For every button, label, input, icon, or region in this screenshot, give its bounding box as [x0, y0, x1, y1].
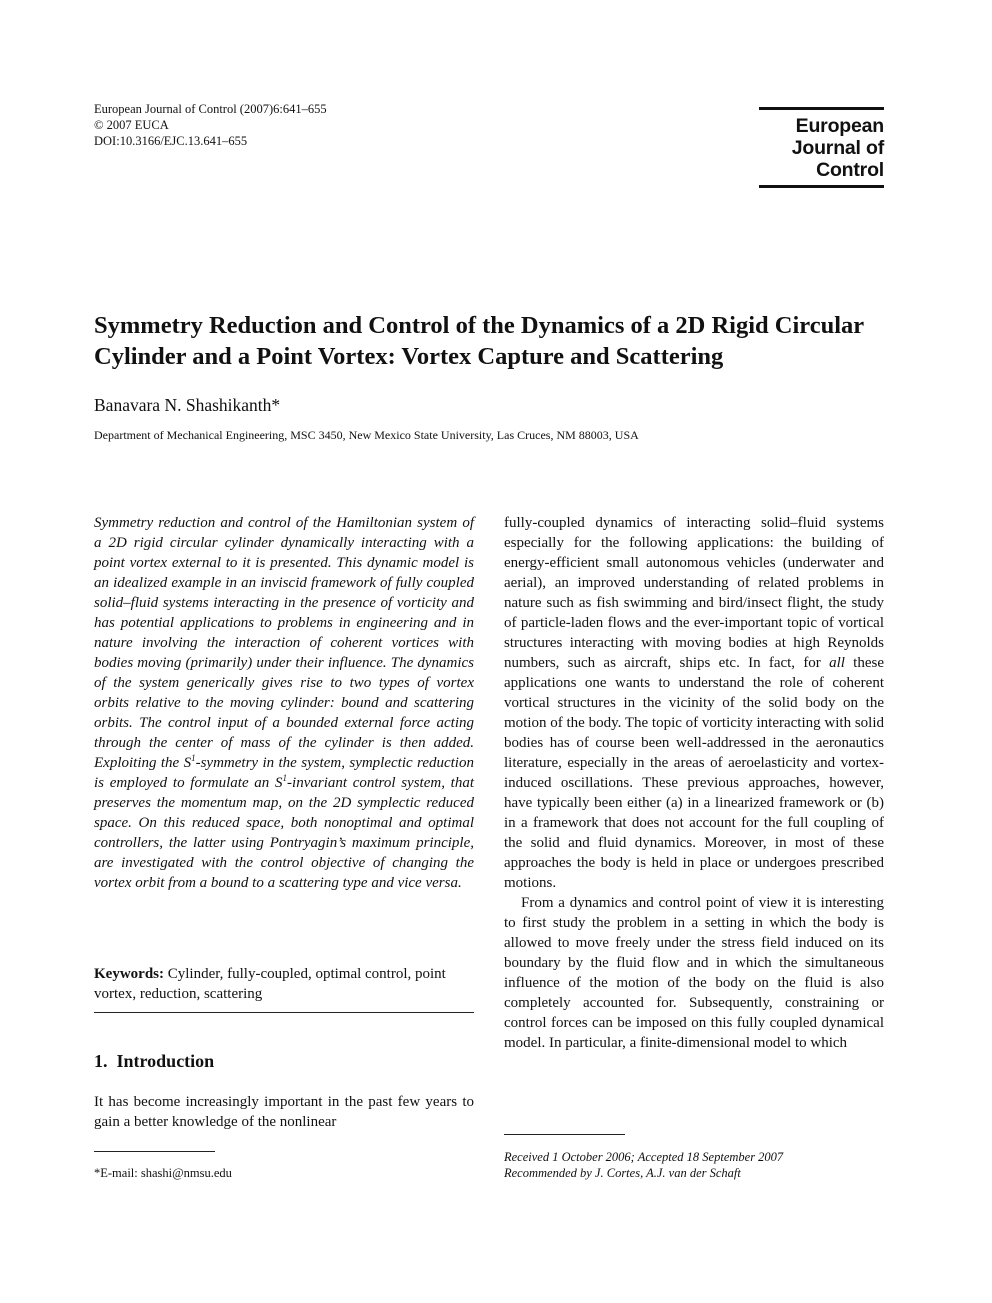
superscript: 1	[191, 753, 196, 763]
keywords	[94, 964, 474, 1004]
emphasis: all	[829, 655, 845, 671]
footnote-rule	[94, 1151, 215, 1152]
section-number: 1.	[94, 1051, 108, 1071]
citation: European Journal of Control (2007)6:641–655	[94, 102, 327, 116]
copyright: © 2007 EUCA	[94, 118, 169, 132]
journal-logo	[759, 107, 884, 189]
body-text-right	[504, 513, 884, 1053]
article-title: Symmetry Reduction and Control of the Dynamics of a 2D Rigid Circular Cylinder and a Point Vortex: Vortex Capture and Scattering	[94, 312, 864, 370]
logo-text	[792, 115, 884, 181]
author-affiliation: Department of Mechanical Engineering, MSC 3450, New Mexico State University, Las Cruces, NM 88003, USA	[94, 428, 639, 442]
paragraph	[504, 513, 884, 893]
paragraph-text: fully-coupled dynamics of interacting solid–fluid systems especially for the following applications: the building of energy-efficient small autonomous vehicles (underwater and aerial), an improved understanding of related problems in nature such as fish swimming and bird/insect flight, the study of particle-laden flows and the ever-important topic of vortical structures interacting with moving bodies at high Reynolds numbers, such as aircraft, ships etc. In fact, for	[504, 515, 884, 671]
abstract-text-2: -symmetry in the system, symplectic reduction is employed to formulate an	[94, 755, 474, 791]
logo-top-rule	[759, 107, 884, 110]
logo-line-1: European	[795, 115, 884, 137]
received-date: Received 1 October 2006; Accepted 18 September 2007	[504, 1150, 784, 1164]
symmetry-symbol: S	[183, 755, 192, 771]
logo-line-3: Control	[816, 159, 884, 181]
journal-header	[94, 101, 327, 149]
author-name: Banavara N. Shashikanth*	[94, 395, 281, 415]
divider	[94, 1012, 474, 1013]
section-title: Introduction	[116, 1051, 215, 1071]
abstract-text-1: Symmetry reduction and control of the Hamiltonian system of a 2D rigid circular cylinder dynamically interacting with a point vortex external to it is presented. This dynamic model is an idealized example in an inviscid framework of fully coupled solid–fluid systems interacting in the presence of vorticity and has potential applications to problems in engineering and in nature involving the interaction of coherent vortices with bodies moving (primarily) under their influence. The dynamics of the system generically gives rise to two types of vortex orbits relative to the moving cylinder: bound and scattering orbits. The control input of a bounded external force acting through the center of mass of the cylinder is then added. Exploiting the	[94, 515, 474, 771]
section-heading	[94, 1051, 474, 1072]
logo-line-2: Journal of	[791, 137, 884, 159]
symmetry-symbol: S	[275, 775, 283, 791]
abstract-text-3: -invariant control system, that preserves the momentum map, on the 2D symplectic reduced space. On this reduced space, both nonoptimal and optimal controllers, the latter using Pontryagin’s maximum principle, are investigated with the control objective of changing the vortex orbit from a bound to a scattering type and vice versa.	[94, 775, 474, 891]
footnote-rule	[504, 1134, 625, 1135]
abstract	[94, 513, 474, 893]
paragraph: From a dynamics and control point of view it is interesting to first study the problem in a setting in which the body is allowed to move freely under the stress field induced on its boundary by the fluid flow and in which the simultaneous influence of the motion of the body on the fluid is also completely accounted for. Subsequently, constraining or control forces can be imposed on this fully coupled dynamical model. In particular, a finite-dimensional model to which	[504, 895, 884, 1051]
superscript: 1	[282, 773, 288, 783]
keywords-text: Cylinder, fully-coupled, optimal control, point vortex, reduction, scattering	[94, 966, 446, 1002]
footnote-email: *E-mail: shashi@nmsu.edu	[94, 1166, 232, 1180]
keywords-label: Keywords:	[94, 966, 164, 982]
article-history	[504, 1149, 783, 1181]
recommended-by: Recommended by J. Cortes, A.J. van der Schaft	[504, 1166, 741, 1180]
intro-paragraph: It has become increasingly important in the past few years to gain a better knowledge of the nonlinear	[94, 1094, 474, 1130]
paragraph-text: these applications one wants to understand the role of coherent vortical structures in the vicinity of the solid body on the motion of the body. The topic of vorticity interacting with solid bodies has of course been well-addressed in the aeronautics literature, especially in the areas of aeroelasticity and vortex-induced oscillations. These previous approaches, however, have typically been either (a) in a linearized framework or (b) in a framework that does not account for the full coupling of the solid and fluid dynamics. Moreover, in most of these approaches the body is held in place or undergoes prescribed motions.	[504, 655, 885, 891]
doi: DOI:10.3166/EJC.13.641–655	[94, 134, 248, 148]
logo-bottom-rule	[759, 185, 884, 188]
